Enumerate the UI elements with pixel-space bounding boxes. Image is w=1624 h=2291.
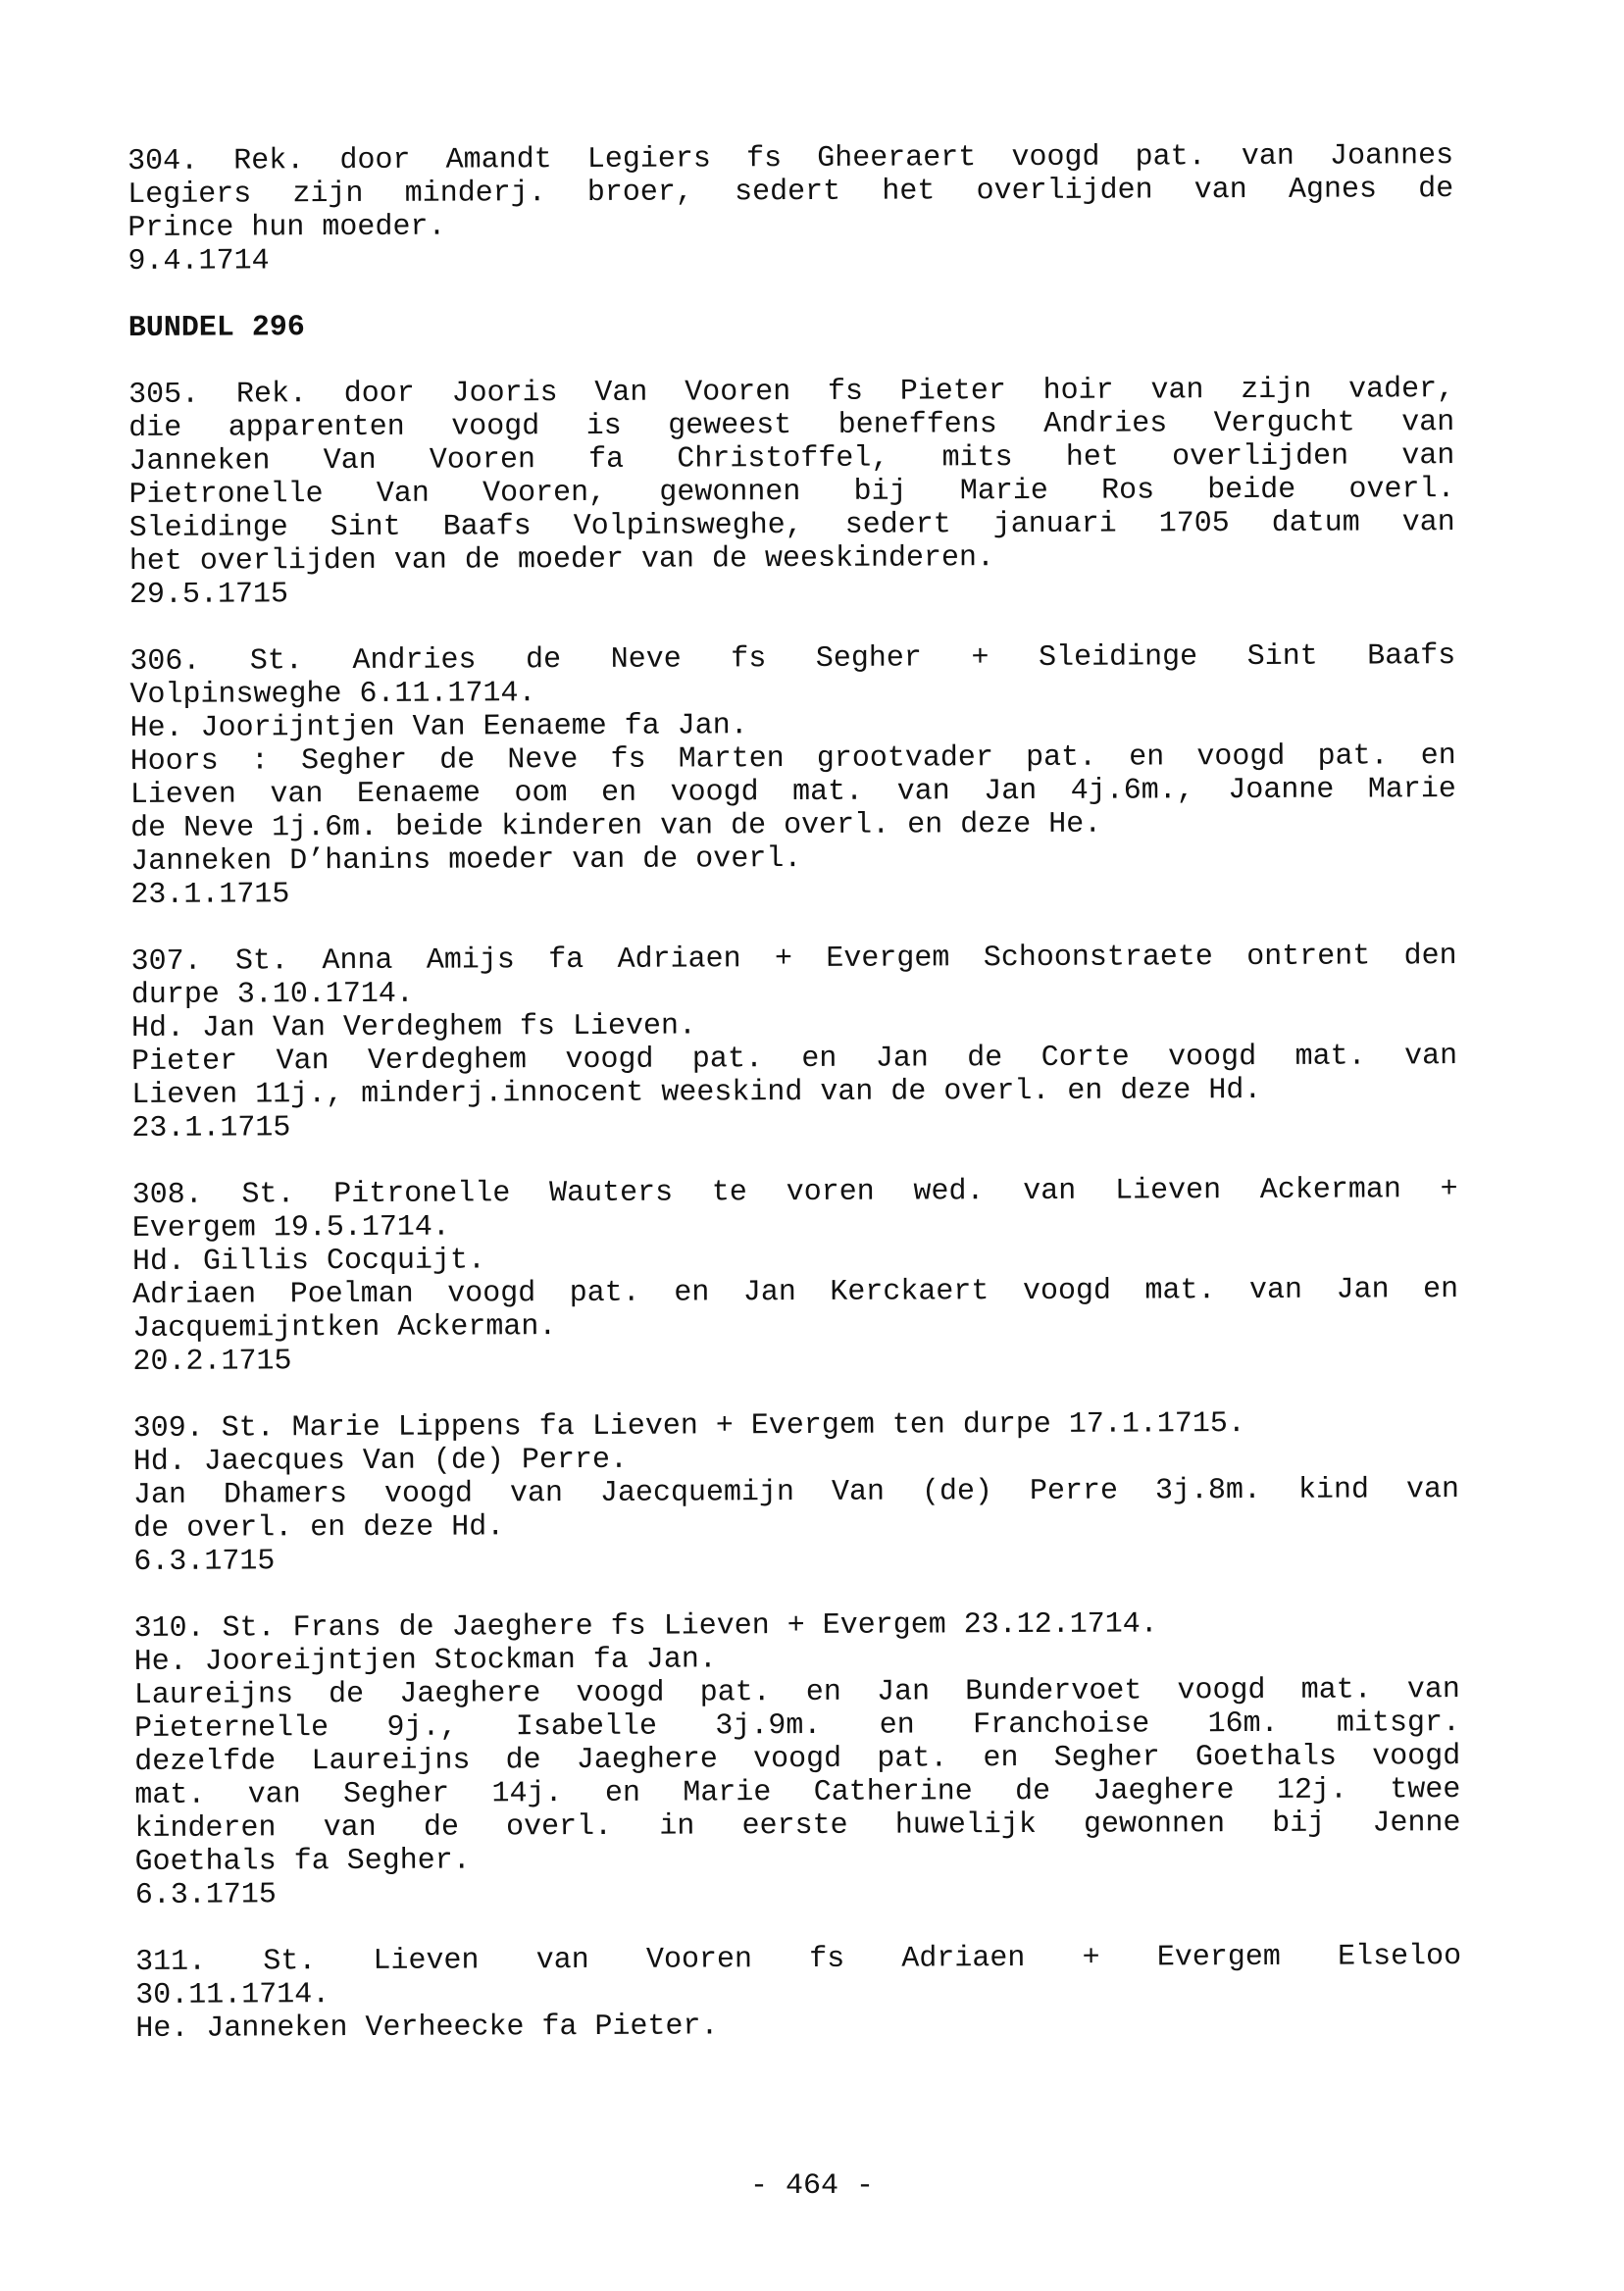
entry-date: 29.5.1715 (128, 578, 289, 612)
entry-date: 23.1.1715 (130, 878, 290, 912)
entry-line: die apparenten voogd is geweest beneffens Andries Vergucht van (128, 406, 1455, 445)
entry-line: 309. St. Marie Lippens fa Lieven + Evergem ten durpe 17.1.1715. (132, 1407, 1245, 1446)
entry-line: mat. van Segher 14j. en Marie Catherine de Jaeghere 12j. twee (134, 1773, 1461, 1812)
entry-310 (134, 1606, 1461, 1912)
bundle-heading: BUNDEL 296 (127, 311, 305, 345)
entry-309 (133, 1406, 1460, 1579)
entry-line: 311. St. Lieven van Vooren fs Adriaen + Evergem Elseloo (135, 1940, 1462, 1979)
entry-line: Hd. Jaecques Van (de) Perre. (132, 1443, 629, 1479)
entry-date: 6.3.1715 (133, 1545, 276, 1579)
entry-line: Prince hun moeder. (127, 210, 446, 245)
entry-line: Pieternelle 9j., Isabelle 3j.9m. en Franchoise 16m. mitsgr. (133, 1706, 1461, 1746)
entry-line: Janneken D’hanins moeder van de overl. (130, 842, 802, 879)
entry-line: Legiers zijn minderj. broer, sedert het overlijden van Agnes de (127, 173, 1454, 212)
entry-line: Jacquemijntken Ackerman. (132, 1310, 557, 1346)
entry-311 (135, 1940, 1461, 2046)
entry-line: 30.11.1714. (135, 1978, 330, 2012)
entry-line: Pieter Van Verdeghem voogd pat. en Jan de Corte voogd mat. van (131, 1040, 1458, 1079)
entry-line: Janneken Van Vooren fa Christoffel, mits het overlijden van (128, 439, 1455, 479)
entry-line: Laureijns de Jaeghere voogd pat. en Jan Bundervoet voogd mat. van (133, 1673, 1460, 1712)
entry-line: 306. St. Andries de Neve fs Segher + Sleidinge Sint Baafs (129, 639, 1456, 679)
entry-line: de overl. en deze Hd. (133, 1510, 505, 1546)
entry-306 (129, 639, 1456, 912)
entry-line: 310. St. Frans de Jaeghere fs Lieven + Evergem 23.12.1714. (133, 1607, 1158, 1646)
entry-line: Hoors : Segher de Neve fs Marten grootvader pat. en voogd pat. en (129, 739, 1456, 779)
entry-line: Volpinsweghe 6.11.1714. (129, 677, 536, 712)
entry-line: Hd. Jan Van Verdeghem fs Lieven. (130, 1009, 697, 1045)
entry-date: 20.2.1715 (132, 1345, 292, 1379)
entry-line: He. Joorijntjen Van Eenaeme fa Jan. (129, 709, 748, 745)
entry-line: He. Janneken Verheecke fa Pieter. (135, 2010, 719, 2046)
entry-line: Sleidinge Sint Baafs Volpinsweghe, sedert januari 1705 datum van (128, 506, 1455, 545)
entry-308 (132, 1173, 1459, 1379)
entry-line: Evergem 19.5.1714. (131, 1210, 450, 1246)
entry-line: Pietronelle Van Vooren, gewonnen bij Marie Ros beide overl. (128, 473, 1455, 512)
entry-line: dezelfde Laureijns de Jaeghere voogd pat. en Segher Goethals voogd (134, 1740, 1461, 1779)
entry-line: Lieven van Eenaeme oom en voogd mat. van Jan 4j.6m., Joanne Marie (129, 773, 1456, 812)
entry-line: Hd. Gillis Cocquijt. (131, 1244, 486, 1279)
entry-line: Lieven 11j., minderj.innocent weeskind van de overl. en deze Hd. (131, 1073, 1262, 1112)
entry-line: de Neve 1j.6m. beide kinderen van de overl. en deze He. (129, 807, 1102, 845)
entry-line: durpe 3.10.1714. (130, 977, 414, 1012)
entry-line: 308. St. Pitronelle Wauters te voren wed. van Lieven Ackerman + (131, 1173, 1458, 1212)
entry-line: Jan Dhamers voogd van Jaecquemijn Van (de) Perre 3j.8m. kind van (132, 1473, 1460, 1512)
entry-line: 304. Rek. door Amandt Legiers fs Gheeraert voogd pat. van Joannes (127, 139, 1454, 178)
entry-line: He. Jooreijntjen Stockman fa Jan. (133, 1643, 717, 1679)
entry-304 (127, 139, 1454, 279)
page-number: - 464 - (749, 2169, 875, 2203)
entry-line: Goethals fa Segher. (134, 1844, 471, 1879)
entry-line: 307. St. Anna Amijs fa Adriaen + Evergem Schoonstraete ontrent den (130, 940, 1457, 979)
entry-line: Adriaen Poelman voogd pat. en Jan Kerckaert voogd mat. van Jan en (132, 1273, 1459, 1312)
entry-date: 6.3.1715 (134, 1878, 277, 1912)
entry-date: 23.1.1715 (131, 1111, 291, 1146)
entry-date: 9.4.1714 (127, 244, 270, 279)
entry-line: 305. Rek. door Jooris Van Vooren fs Pieter hoir van zijn vader, (128, 373, 1455, 412)
entry-305 (128, 373, 1455, 612)
document-page (127, 139, 1462, 2079)
entry-307 (131, 940, 1458, 1146)
entry-line: het overlijden van de moeder van de weeskinderen. (128, 541, 995, 579)
entry-line: kinderen van de overl. in eerste huwelijk gewonnen bij Jenne (134, 1807, 1461, 1846)
